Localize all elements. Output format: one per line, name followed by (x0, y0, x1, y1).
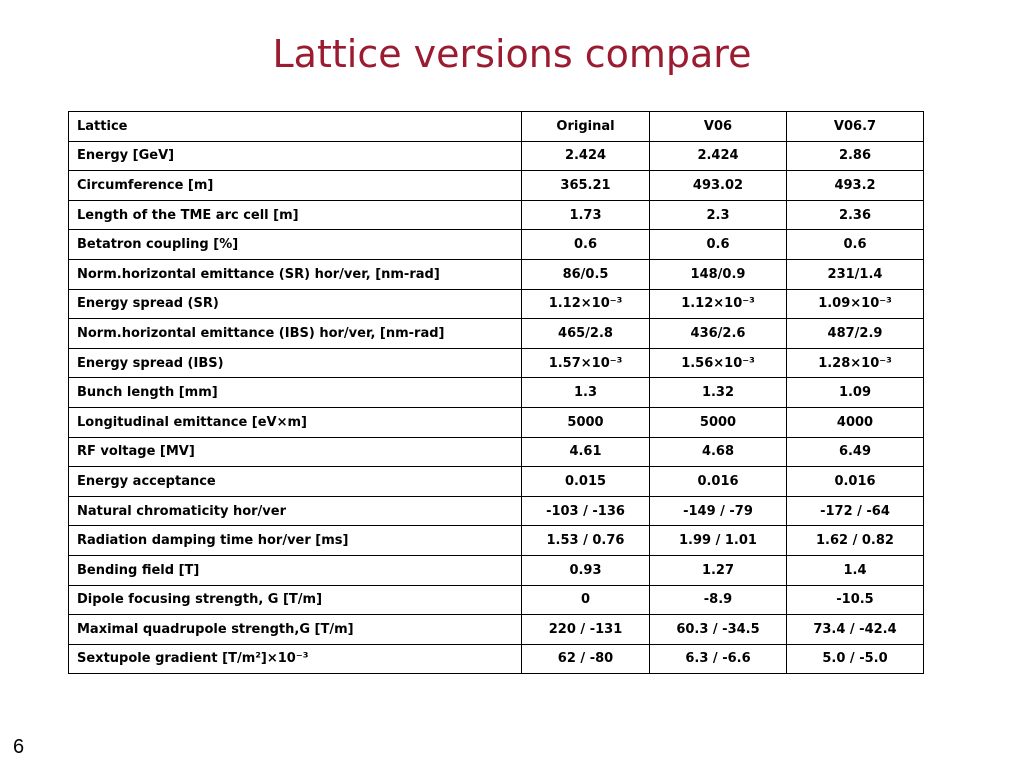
row-label-cell: Length of the TME arc cell [m] (69, 200, 522, 230)
v06-value-cell: 4.68 (650, 437, 787, 467)
original-value-cell: 220 / -131 (522, 615, 650, 645)
header-cell-lattice: Lattice (69, 112, 522, 142)
table-row (69, 526, 924, 556)
row-label-cell: Energy spread (SR) (69, 289, 522, 319)
table-row (69, 467, 924, 497)
v06-7-value-cell: 0.6 (787, 230, 924, 260)
v06-value-cell: 1.99 / 1.01 (650, 526, 787, 556)
v06-value-cell: 5000 (650, 407, 787, 437)
table-row (69, 437, 924, 467)
original-value-cell: 1.3 (522, 378, 650, 408)
table-row (69, 615, 924, 645)
table-row (69, 555, 924, 585)
row-label-cell: Radiation damping time hor/ver [ms] (69, 526, 522, 556)
table-row (69, 407, 924, 437)
v06-7-value-cell: 1.09 (787, 378, 924, 408)
v06-7-value-cell: 231/1.4 (787, 259, 924, 289)
row-label-cell: Bending field [T] (69, 555, 522, 585)
original-value-cell: 465/2.8 (522, 319, 650, 349)
table-row (69, 141, 924, 171)
v06-value-cell: 1.56×10⁻³ (650, 348, 787, 378)
row-label-cell: Longitudinal emittance [eV×m] (69, 407, 522, 437)
v06-value-cell: 1.27 (650, 555, 787, 585)
row-label-cell: Energy acceptance (69, 467, 522, 497)
v06-value-cell: -8.9 (650, 585, 787, 615)
v06-7-value-cell: 5.0 / -5.0 (787, 644, 924, 674)
row-label-cell: Energy spread (IBS) (69, 348, 522, 378)
slide-title: Lattice versions compare (272, 32, 752, 76)
table-row (69, 259, 924, 289)
original-value-cell: 5000 (522, 407, 650, 437)
original-value-cell: 4.61 (522, 437, 650, 467)
row-label-cell: Dipole focusing strength, G [T/m] (69, 585, 522, 615)
row-label-cell: Circumference [m] (69, 171, 522, 201)
page-number: 6 (13, 736, 25, 758)
table-row (69, 230, 924, 260)
v06-value-cell: 0.016 (650, 467, 787, 497)
v06-value-cell: -149 / -79 (650, 496, 787, 526)
row-label-cell: Bunch length [mm] (69, 378, 522, 408)
original-value-cell: 0.015 (522, 467, 650, 497)
table-row (69, 348, 924, 378)
table-row (69, 378, 924, 408)
row-label-cell: Maximal quadrupole strength,G [T/m] (69, 615, 522, 645)
original-value-cell: 62 / -80 (522, 644, 650, 674)
v06-7-value-cell: -10.5 (787, 585, 924, 615)
v06-7-value-cell: 6.49 (787, 437, 924, 467)
original-value-cell: 0.93 (522, 555, 650, 585)
table-row (69, 585, 924, 615)
v06-value-cell: 60.3 / -34.5 (650, 615, 787, 645)
row-label-cell: Norm.horizontal emittance (SR) hor/ver, [nm-rad] (69, 259, 522, 289)
original-value-cell: 1.12×10⁻³ (522, 289, 650, 319)
table-row (69, 200, 924, 230)
v06-value-cell: 1.12×10⁻³ (650, 289, 787, 319)
v06-7-value-cell: 4000 (787, 407, 924, 437)
v06-7-value-cell: 1.28×10⁻³ (787, 348, 924, 378)
row-label-cell: Sextupole gradient [T/m²]×10⁻³ (69, 644, 522, 674)
v06-value-cell: 6.3 / -6.6 (650, 644, 787, 674)
v06-7-value-cell: 1.09×10⁻³ (787, 289, 924, 319)
original-value-cell: 1.53 / 0.76 (522, 526, 650, 556)
original-value-cell: 86/0.5 (522, 259, 650, 289)
lattice-comparison-table (68, 111, 924, 674)
row-label-cell: Norm.horizontal emittance (IBS) hor/ver, [nm-rad] (69, 319, 522, 349)
original-value-cell: -103 / -136 (522, 496, 650, 526)
original-value-cell: 2.424 (522, 141, 650, 171)
header-cell-original: Original (522, 112, 650, 142)
v06-7-value-cell: 487/2.9 (787, 319, 924, 349)
v06-7-value-cell: 493.2 (787, 171, 924, 201)
table-row (69, 319, 924, 349)
v06-7-value-cell: 73.4 / -42.4 (787, 615, 924, 645)
original-value-cell: 0.6 (522, 230, 650, 260)
row-label-cell: RF voltage [MV] (69, 437, 522, 467)
v06-7-value-cell: -172 / -64 (787, 496, 924, 526)
v06-value-cell: 0.6 (650, 230, 787, 260)
table-row (69, 171, 924, 201)
v06-value-cell: 2.3 (650, 200, 787, 230)
row-label-cell: Natural chromaticity hor/ver (69, 496, 522, 526)
header-cell-v06-7: V06.7 (787, 112, 924, 142)
v06-7-value-cell: 1.4 (787, 555, 924, 585)
original-value-cell: 1.57×10⁻³ (522, 348, 650, 378)
table-body (69, 112, 924, 674)
table-header-row (69, 112, 924, 142)
v06-value-cell: 493.02 (650, 171, 787, 201)
row-label-cell: Energy [GeV] (69, 141, 522, 171)
v06-value-cell: 1.32 (650, 378, 787, 408)
v06-value-cell: 2.424 (650, 141, 787, 171)
table-row (69, 289, 924, 319)
v06-7-value-cell: 1.62 / 0.82 (787, 526, 924, 556)
original-value-cell: 365.21 (522, 171, 650, 201)
table-row (69, 496, 924, 526)
table-row (69, 644, 924, 674)
v06-7-value-cell: 2.36 (787, 200, 924, 230)
original-value-cell: 0 (522, 585, 650, 615)
v06-7-value-cell: 2.86 (787, 141, 924, 171)
v06-value-cell: 436/2.6 (650, 319, 787, 349)
row-label-cell: Betatron coupling [%] (69, 230, 522, 260)
v06-7-value-cell: 0.016 (787, 467, 924, 497)
original-value-cell: 1.73 (522, 200, 650, 230)
v06-value-cell: 148/0.9 (650, 259, 787, 289)
header-cell-v06: V06 (650, 112, 787, 142)
